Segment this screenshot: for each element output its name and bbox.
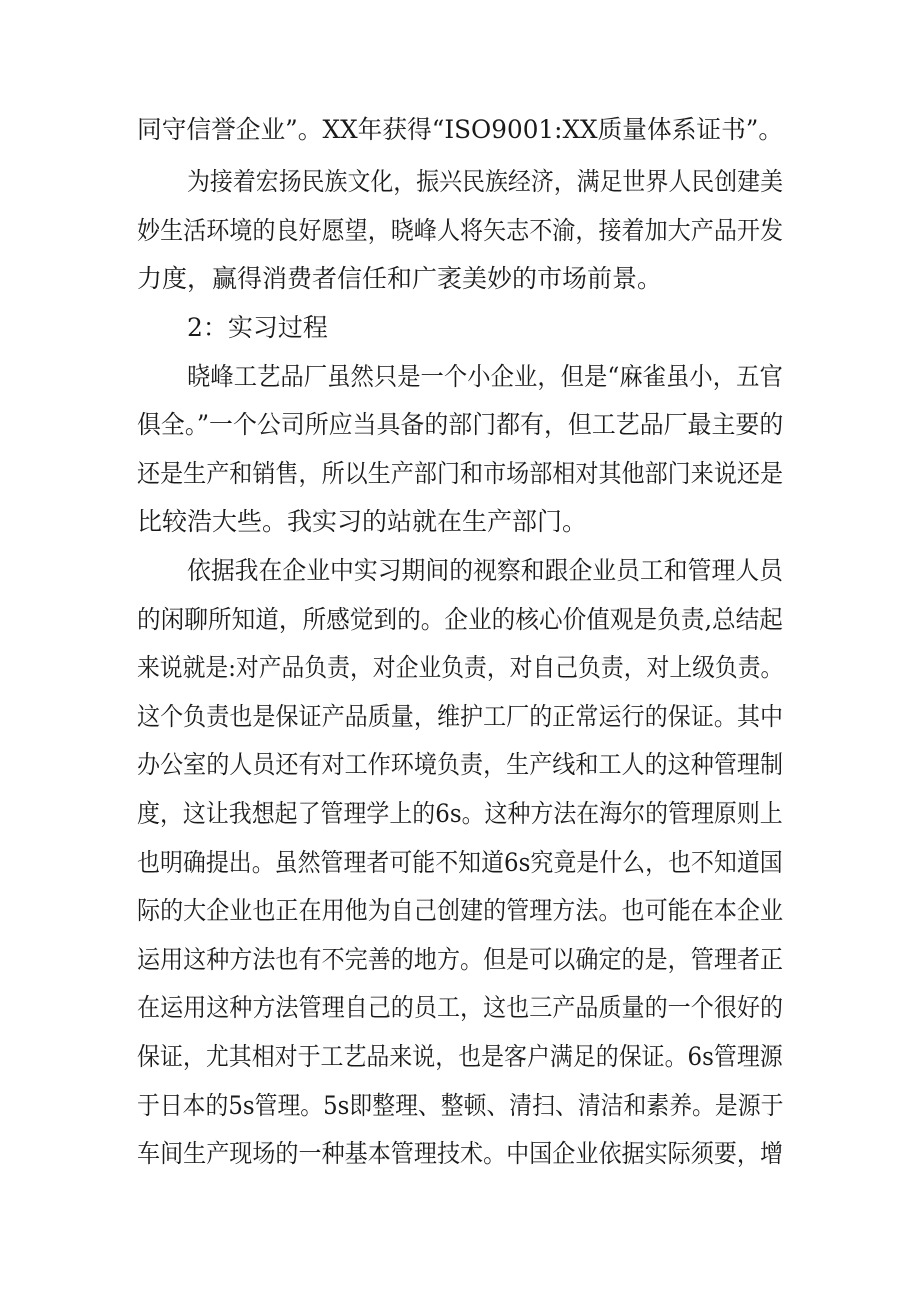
- text-line: 来说就是:对产品负责，对企业负责，对自己负责，对上级负责。: [137, 653, 784, 682]
- text-line: 在运用这种方法管理自己的员工，这也三产品质量的一个很好的: [137, 993, 784, 1022]
- text-line: 妙生活环境的良好愿望，晓峰人将矢志不渝，接着加大产品开发: [137, 216, 784, 245]
- text-line: 度，这让我想起了管理学上的6s。这种方法在海尔的管理原则上: [137, 799, 783, 828]
- text-line: 际的大企业也正在用他为自己创建的管理方法。也可能在本企业: [137, 896, 784, 925]
- section-heading: 2：实习过程: [187, 313, 328, 342]
- text-line: 办公室的人员还有对工作环境负责，生产线和工人的这种管理制: [137, 750, 784, 779]
- text-line: 为接着宏扬民族文化，振兴民族经济，满足世界人民创建美: [187, 167, 783, 196]
- text-line: 同守信誉企业”。XX年获得“ISO9001:XX质量体系证书”。: [137, 115, 784, 144]
- text-line: 比较浩大些。我实习的站就在生产部门。: [137, 507, 588, 536]
- text-line: 力度，赢得消费者信任和广袤美妙的市场前景。: [137, 264, 663, 293]
- text-line: 依据我在企业中实习期间的视察和跟企业员工和管理人员: [187, 556, 784, 585]
- text-line: 的闲聊所知道，所感觉到的。企业的核心价值观是负责,总结起: [137, 605, 783, 634]
- text-line: 运用这种方法也有不完善的地方。但是可以确定的是，管理者正: [137, 945, 784, 974]
- text-line: 车间生产现场的一种基本管理技术。中国企业依据实际须要，增: [137, 1139, 784, 1168]
- text-line: 晓峰工艺品厂虽然只是一个小企业，但是“麻雀虽小，五官: [187, 362, 783, 391]
- text-line: 俱全。”一个公司所应当具备的部门都有，但工艺品厂最主要的: [137, 410, 784, 439]
- text-line: 还是生产和销售，所以生产部门和市场部相对其他部门来说还是: [137, 459, 784, 488]
- text-line: 于日本的5s管理。5s即整理、整顿、清扫、清洁和素养。是源于: [137, 1091, 784, 1120]
- text-line: 保证，尤其相对于工艺品来说，也是客户满足的保证。6s管理源: [137, 1042, 783, 1071]
- text-line: 也明确提出。虽然管理者可能不知道6s究竟是什么，也不知道国: [137, 848, 783, 877]
- text-line: 这个负责也是保证产品质量，维护工厂的正常运行的保证。其中: [137, 702, 784, 731]
